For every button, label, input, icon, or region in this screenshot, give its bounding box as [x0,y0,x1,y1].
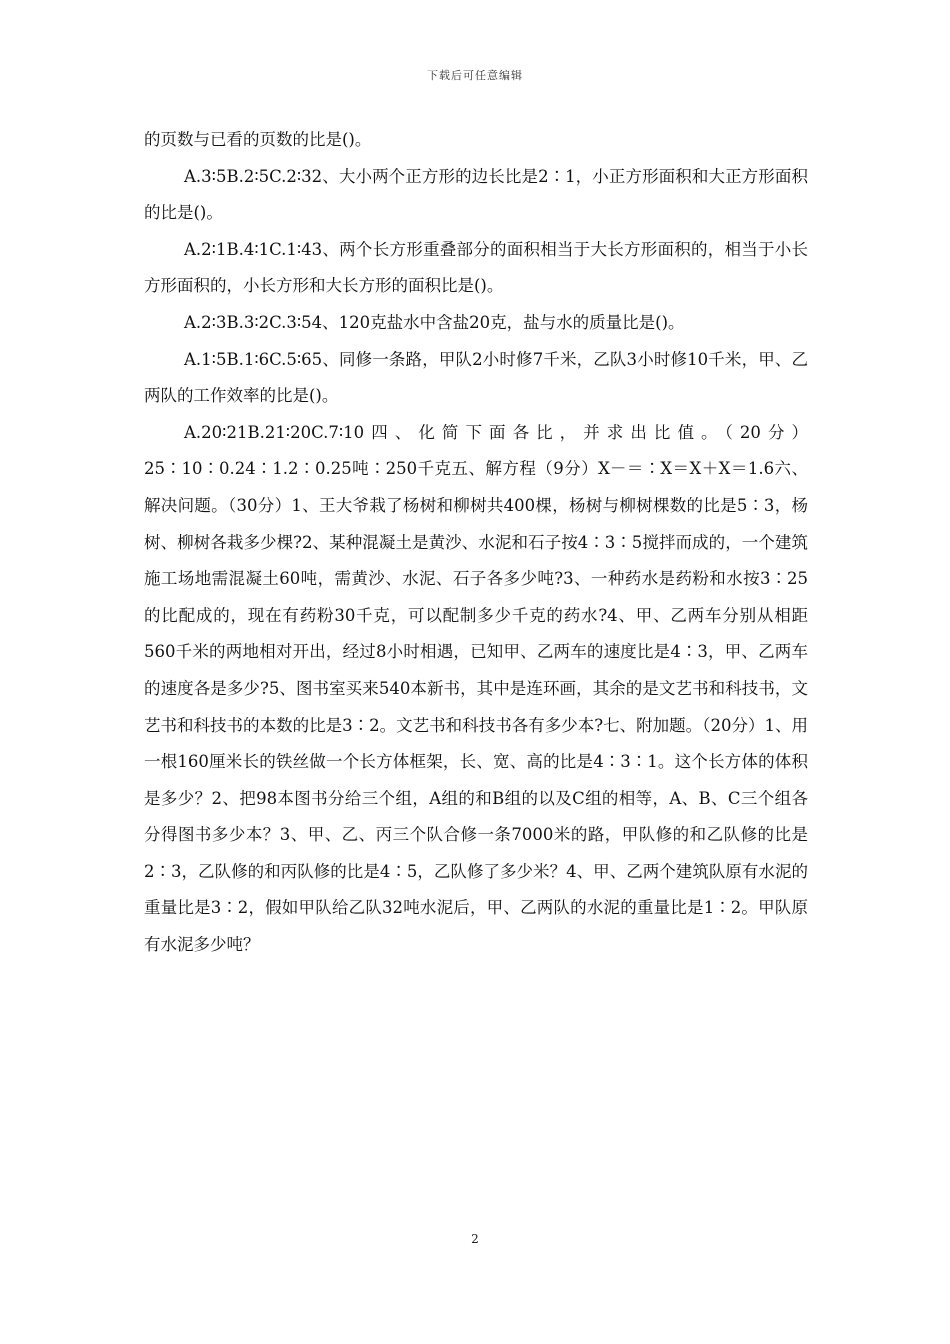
page-number: 2 [471,1232,479,1246]
page-header: 下载后可任意编辑 [427,69,523,82]
paragraph: A.1∶5B.1∶6C.5∶65、同修一条路，甲队2小时修7千米，乙队3小时修10千米，甲、乙两队的工作效率的比是()。 [144,349,808,406]
paragraph: 的页数与已看的页数的比是()。 [144,130,372,149]
document-body [144,122,808,964]
paragraph: A.3∶5B.2∶5C.2∶32、大小两个正方形的边长比是2∶1，小正方形面积和大正方形面积的比是()。 [144,166,808,223]
paragraph: A.2∶3B.3∶2C.3∶54、120克盐水中含盐20克，盐与水的质量比是()。 [184,312,685,332]
paragraph: A.2∶1B.4∶1C.1∶43、两个长方形重叠部分的面积相当于大长方形面积的，相当于小长方形面积的，小长方形和大长方形的面积比是()。 [144,239,808,296]
paragraph: A.20∶21B.21∶20C.7∶10四、化简下面各比，并求出比值。（20分）25∶10∶0.24∶1.2∶0.25吨∶250千克五、解方程（9分）X－＝∶X＝X＋X＝1.6六、解决问题。（30分）1、王大爷栽了杨树和柳树共400棵，杨树与柳树棵数的比是5∶3，杨树、柳树各栽多少棵?2、某种混凝土是黄沙、水泥和石子按4∶3∶5搅拌而成的，一个建筑施工场地需混凝土60吨，需黄沙、水泥、石子各多少吨?3、一种药水是药粉和水按3∶25的比配成的，现在有药粉30千克，可以配制多少千克的药水?4、甲、乙两车分别从相距560千米的两地相对开出，经过8小时相遇，已知甲、乙两车的速度比是4∶3，甲、乙两车的速度各是多少?5、图书室买来540本新书，其中是连环画，其余的是文艺书和科技书，文艺书和科技书的本数的比是3∶2。文艺书和科技书各有多少本?七、附加题。（20分）1、用一根160厘米长的铁丝做一个长方体框架，长、宽、高的比是4∶3∶1。这个长方体的体积是多少？2、把98本图书分给三个组，A组的和B组的以及C组的相等，A、B、C三个组各分得图书多少本？3、甲、乙、丙三个队合修一条7000米的路，甲队修的和乙队修的比是2∶3，乙队修的和丙队修的比是4∶5，乙队修了多少米？4、甲、乙两个建筑队原有水泥的重量比是3∶2，假如甲队给乙队32吨水泥后，甲、乙两队的水泥的重量比是1∶2。甲队原有水泥多少吨？ [144,422,808,955]
